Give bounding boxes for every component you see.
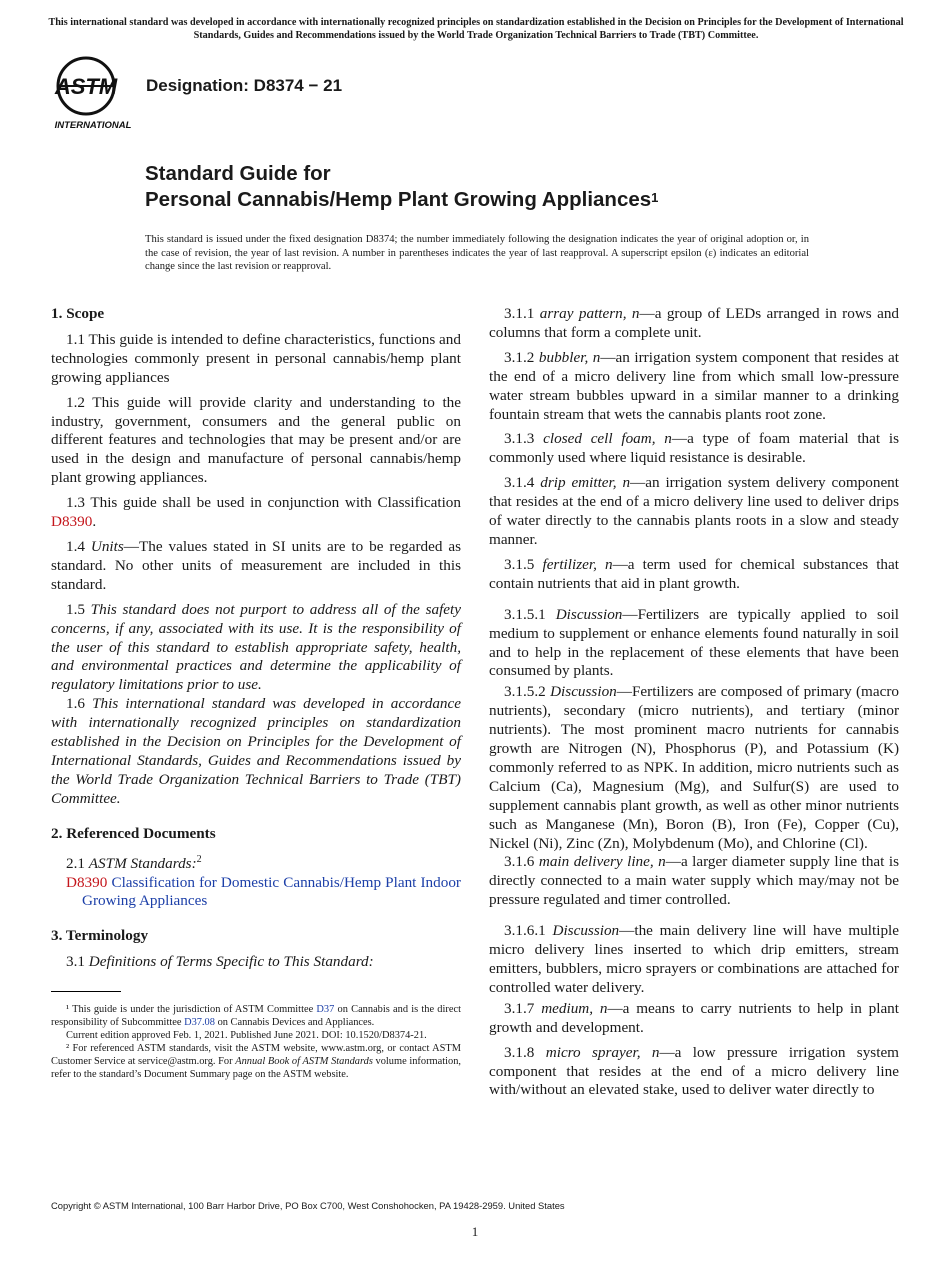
issue-note: This standard is issued under the fixed designation D8374; the number immediately following the designation indicates the year of original adoption or, in the case of revision, the year of last revision. A number in parentheses indicates the year of last reapproval. A superscript epsilon (ε) indicates an editorial change since the last revision or reapproval. — [145, 234, 809, 272]
term-3-1-5: 3.1.5 fertilizer, n—a term used for chemical substances that contain nutrients that aid in plant growth. — [489, 555, 899, 592]
ref-title[interactable]: Classification for Domestic Cannabis/Hemp Plant Indoor Growing Appliances — [82, 873, 461, 910]
standards-notice: This international standard was developed in accordance with internationally recognized principles on standardization established in the Decision on Principles for the Development of International Standards, Guides and Recommendations issued by the World Trade Organization Technical Barriers to Trade (TBT) Committee. — [48, 17, 904, 41]
title-line-1: Standard Guide for — [145, 162, 331, 185]
footnote-divider — [51, 991, 121, 992]
para-1-2: 1.2 This guide will provide clarity and understanding to the industry, government, consumers and the general public on different features and technologies that may be present and/or are used in the design and manufacture of personal cannabis/hemp plant growing appliances. — [51, 393, 461, 487]
term-3-1-1: 3.1.1 array pattern, n—a group of LEDs arranged in rows and columns that form a complete unit. — [489, 305, 900, 341]
term-3-1-4: 3.1.4 drip emitter, n—an irrigation system delivery component that resides at the end of a micro delivery line used to deliver drips of water directly to the cannabis plants roots in a slow and steady manner. — [489, 474, 899, 548]
section-2-heading: 2. Referenced Documents — [51, 824, 216, 842]
para-1-6: 1.6 This international standard was developed in accordance with internationally recognized principles on standardization established in the Decision on Principles for the Development of International Standards, Guides and Recommendations issued by the World Trade Organization Technical Barriers to Trade (TBT) Committee. — [51, 695, 462, 807]
term-3-1-5-2: 3.1.5.2 Discussion—Fertilizers are composed of primary (macro nutrients), secondary (micro nutrients), and tertiary (minor nutrients). The most prominent macro nutrients for cannabis growth are Nitrogen (N), Phosphorus (P), and Potassium (K) commonly referred to as NPK. In addition, micro nutrients such as Calcium (Ca), Magnesium (Mg), and Sulfur(S) are used to supplement cannabis plant growth, as well as other minor nutrients such as Manganese (Mn), Boron (B), Iron (Fe), Copper (Cu), Nickel (Ni), Zinc (Zn), Molybdenum (Mo), and Chlorine (Cl). — [489, 683, 899, 852]
page-title — [145, 161, 658, 213]
logo-text: ASTM — [54, 74, 118, 99]
page-number: 1 — [471, 1224, 479, 1239]
footnotes — [51, 1003, 461, 1081]
term-3-1-3: 3.1.3 closed cell foam, n—a type of foam material that is commonly used where liquid resistance is desirable. — [489, 430, 899, 467]
left-column — [51, 305, 461, 972]
section-1-heading: 1. Scope — [51, 305, 105, 322]
copyright: Copyright © ASTM International, 100 Barr Harbor Drive, PO Box C700, West Conshohocken, PA 19428-2959. United States — [51, 1200, 565, 1211]
link-d8390[interactable]: D8390 — [51, 513, 93, 531]
referenced-document — [51, 874, 461, 912]
term-3-1-8: 3.1.8 micro sprayer, n—a low pressure irrigation system component that resides at the end of a micro delivery line with/without an elevated stake, used to deliver water directly to — [489, 1043, 899, 1099]
term-3-1-2: 3.1.2 bubbler, n—an irrigation system component that resides at the end of a micro delivery line from which small low-pressure water stream bubbles upward in a similar manner to a drinking fountain stream that wets the cannabis plants root zone. — [489, 348, 900, 423]
para-1-5: 1.5 This standard does not purport to address all of the safety concerns, if any, associated with its use. It is the responsibility of the user of this standard to establish appropriate safety, health, and environmental practices and determine the applicability of regulatory limitations prior to use. — [51, 600, 462, 694]
para-3-1: 3.1 Definitions of Terms Specific to This Standard: — [66, 953, 374, 971]
title-footnote-ref[interactable]: 1 — [651, 190, 659, 205]
para-1-4: 1.4 Units—The values stated in SI units are to be regarded as standard. No other units of measurement are included in this standard. — [51, 537, 461, 593]
right-column — [489, 305, 899, 1100]
para-2-1: 2.1 ASTM Standards:$^2$ — [66, 853, 202, 872]
para-1-3: 1.3 This guide shall be used in conjunction with Classification D8390. — [51, 494, 461, 531]
title-line-2: Personal Cannabis/Hemp Plant Growing Appliances$^1$ — [145, 188, 659, 211]
para-1-1: 1.1 This guide is intended to define characteristics, functions and technologies commonly present in personal cannabis/hemp plant growing appliances — [51, 330, 461, 386]
logo-subtext: INTERNATIONAL — [54, 120, 132, 131]
link-d37-08[interactable]: D37.08 — [184, 1017, 215, 1028]
designation: Designation: D8374 − 21 — [146, 76, 343, 95]
term-3-1-7: 3.1.7 medium, n—a means to carry nutrients to help in plant growth and development. — [489, 999, 899, 1036]
section-3-heading: 3. Terminology — [51, 927, 149, 945]
footnote-1-edition: Current edition approved Feb. 1, 2021. Published June 2021. DOI: 10.1520/D8374-21. — [66, 1030, 427, 1041]
footnote-2: ² For referenced ASTM standards, visit the ASTM website, www.astm.org, or contact ASTM Customer Service at service@astm.org. For Annual Book of ASTM Standards volume information, refer to the standard’s Document Summary page on the ASTM website. — [51, 1043, 461, 1080]
footnote-1: ¹ This guide is under the jurisdiction of ASTM Committee D37 on Cannabis and is the direct responsibility of Subcommittee D37.08 on Cannabis Devices and Appliances. — [51, 1004, 461, 1028]
term-3-1-5-1: 3.1.5.1 Discussion—Fertilizers are typically applied to soil medium to supplement or enhance elements found naturally in soil and to help in the replacement of these elements that have been consumed by plants. — [489, 605, 900, 680]
astm-logo — [50, 52, 136, 132]
term-3-1-6: 3.1.6 main delivery line, n—a larger diameter supply line that is directly connected to a main water supply which may/may not be pressure regulated and timer controlled. — [489, 853, 900, 909]
ref-code[interactable]: D8390 — [66, 873, 108, 891]
link-d37[interactable]: D37 — [316, 1004, 335, 1015]
term-3-1-6-1: 3.1.6.1 Discussion—the main delivery line will have multiple micro delivery lines inserted to which drip emitters, stream emitters, bubblers, micro sprayers or combinations are attached for controlled water delivery. — [489, 922, 900, 996]
